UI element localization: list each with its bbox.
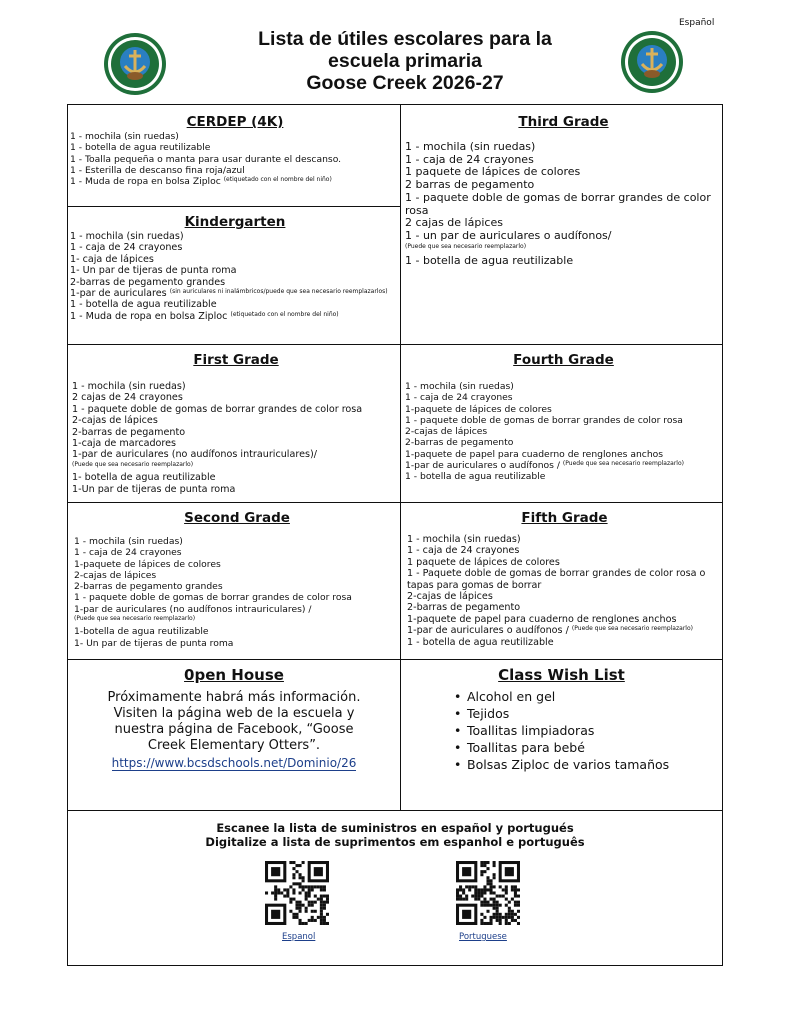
list-item <box>70 254 400 265</box>
list-item <box>407 591 722 602</box>
list-item-text: 1 - mochila (sin ruedas) <box>72 381 186 392</box>
supply-list <box>405 381 722 483</box>
list-item-text: 1 - mochila (sin ruedas) <box>407 534 521 545</box>
list-item <box>401 722 722 739</box>
list-item <box>407 614 722 625</box>
section-third-grade <box>400 105 722 344</box>
spanish-link[interactable]: Espanol <box>282 932 316 942</box>
list-item <box>74 592 400 603</box>
list-item-text: 1 - Toalla pequeña o manta para usar durante el descanso. <box>70 153 342 165</box>
supply-list <box>72 381 400 495</box>
list-item <box>74 581 400 592</box>
list-item-text: 1 - caja de 24 crayones <box>70 242 183 254</box>
section-heading: Fifth Grade <box>521 510 608 526</box>
page-title <box>170 28 640 94</box>
list-item-note: (sin auriculares ni inalámbricos/puede que sea necesario reemplazarlos) <box>169 288 388 296</box>
list-item-text: 1-paquete de lápices de colores <box>74 558 221 570</box>
list-item-text: Toallitas limpiadoras <box>467 723 595 738</box>
qr-code-icon <box>456 861 520 925</box>
list-item-text: 1 - paquete doble de gomas de borrar grandes de color rosa <box>72 403 363 415</box>
list-item-text: 1 - caja de 24 crayones <box>407 545 520 557</box>
list-item-text: 2 cajas de 24 crayones <box>72 392 183 404</box>
list-item-text: Bolsas Ziploc de varios tamaños <box>467 757 670 772</box>
list-item-text: Toallitas para bebé <box>467 740 585 755</box>
section-fifth-grade <box>400 502 722 659</box>
wish-list <box>401 688 722 773</box>
list-item <box>405 415 722 426</box>
list-item <box>407 625 722 636</box>
list-item-text: 1-par de auriculares (no audífonos intrauriculares)/ <box>72 449 317 461</box>
list-item-text: 1 - mochila (sin ruedas) <box>405 140 536 153</box>
list-item <box>74 559 400 570</box>
list-item <box>405 404 722 415</box>
section-kindergarten <box>68 206 400 344</box>
list-item <box>70 131 400 142</box>
list-item-text: 1 - caja de 24 crayones <box>74 547 182 559</box>
list-item-text: 1 - botella de agua reutilizable <box>70 299 217 311</box>
list-item <box>72 392 400 403</box>
list-item-text: 2-barras de pegamento <box>72 426 186 438</box>
list-item <box>70 154 400 165</box>
list-item <box>407 534 722 545</box>
list-item-text: 1- Un par de tijeras de punta roma <box>74 637 234 649</box>
supply-list <box>70 131 400 187</box>
list-item-text: 1-par de auriculares o audífonos / <box>407 625 569 637</box>
list-item-text: 1 - Esterilla de descanso fina roja/azul <box>70 164 245 176</box>
list-item-note: (Puede que sea necesario reemplazarlo) <box>72 460 194 468</box>
list-item-text: 1 paquete de lápices de colores <box>405 165 581 179</box>
list-item-text: 1 - mochila (sin ruedas) <box>70 231 184 242</box>
qr-code-portuguese[interactable] <box>456 861 520 925</box>
section-cerdep <box>68 105 400 206</box>
scan-instructions <box>68 821 722 849</box>
list-item <box>407 568 722 591</box>
list-item <box>405 449 722 460</box>
section-open-house <box>68 659 400 810</box>
list-item <box>407 545 722 556</box>
section-heading: First Grade <box>193 352 279 368</box>
bullet-icon: • <box>454 723 462 738</box>
list-item-text: Tejidos <box>467 706 510 721</box>
list-item-text: 1 - paquete doble de gomas de borrar grandes de color rosa <box>74 592 352 604</box>
list-item <box>72 438 400 449</box>
list-item-text: 2 cajas de lápices <box>405 216 503 230</box>
section-fourth-grade <box>400 344 722 502</box>
list-item-text: 2-barras de pegamento <box>407 602 521 614</box>
list-item-text: 1 - mochila (sin ruedas) <box>70 131 179 142</box>
list-item-note: (Puede que sea necesario reemplazarlo) <box>74 615 196 623</box>
language-label: Español <box>679 18 715 28</box>
portuguese-link[interactable]: Portuguese <box>459 932 507 942</box>
section-heading: Class Wish List <box>498 666 625 684</box>
section-scan <box>68 810 722 965</box>
list-item-text: 1 - paquete doble de gomas de borrar grandes de color rosa <box>405 414 683 426</box>
list-item <box>74 638 400 649</box>
list-item-text: 1 - botella de agua reutilizable <box>407 636 554 648</box>
section-first-grade <box>68 344 400 502</box>
list-item-text: 1 - paquete doble de gomas de borrar grandes de color rosa <box>405 190 715 217</box>
school-website-link-text[interactable]: https://www.bcsdschools.net/Dominio/26 <box>111 756 357 770</box>
list-item <box>70 142 400 153</box>
title-line: Lista de útiles escolares para la <box>258 28 552 50</box>
list-item <box>70 231 400 242</box>
list-item <box>401 739 722 756</box>
list-item <box>401 756 722 773</box>
list-item <box>74 547 400 558</box>
list-item-text: 1 - Muda de ropa en bolsa Ziploc <box>70 310 228 322</box>
open-house-text: Próximamente habrá más información. Visiten la página web de la escuela y nuestra página de Facebook, “Goose Creek Elementary Otters”. <box>107 690 361 753</box>
list-item-text: 1-paquete de lápices de colores <box>405 403 552 415</box>
list-item-text: 2-cajas de lápices <box>72 415 158 427</box>
list-item <box>407 637 722 648</box>
scan-line-portuguese: Digitalize a lista de suprimentos em espanhol e português <box>205 835 585 849</box>
list-item-text: 1-caja de marcadores <box>72 438 177 450</box>
list-item <box>70 311 400 322</box>
list-item-text: 1-par de auriculares (no audífonos intrauriculares) / <box>74 603 312 615</box>
section-class-wish-list <box>400 659 722 810</box>
list-item <box>70 277 400 288</box>
list-item <box>405 192 722 217</box>
list-item-text: 1- botella de agua reutilizable <box>72 472 216 484</box>
list-item-text: 2-barras de pegamento grandes <box>70 276 226 288</box>
list-item-text: 1 - caja de 24 crayones <box>405 392 513 404</box>
list-item-text: 1-paquete de papel para cuaderno de renglones anchos <box>407 613 677 625</box>
section-heading: CERDEP (4K) <box>186 114 284 130</box>
school-logo-left <box>103 32 167 96</box>
title-line: escuela primaria <box>328 50 482 72</box>
list-item-text: Alcohol en gel <box>467 689 556 704</box>
list-item <box>70 242 400 253</box>
list-item-text: 1- Un par de tijeras de punta roma <box>70 265 237 277</box>
list-item <box>405 460 722 471</box>
list-item <box>74 626 400 637</box>
list-item <box>72 404 400 415</box>
section-heading: Fourth Grade <box>513 352 614 368</box>
list-item-note: (etiquetado con el nombre del niño) <box>230 310 339 318</box>
list-item-text: 1 - caja de 24 crayones <box>405 152 534 166</box>
list-item <box>405 392 722 403</box>
qr-code-icon <box>265 861 329 925</box>
bullet-icon: • <box>454 740 462 755</box>
list-item-text: 2-barras de pegamento <box>405 437 514 449</box>
section-heading: Kindergarten <box>184 214 286 230</box>
list-item <box>407 602 722 613</box>
section-heading: Second Grade <box>184 510 290 526</box>
supply-list <box>70 231 400 322</box>
list-item-text: 1-par de auriculares <box>70 288 167 300</box>
supply-grid <box>67 104 723 966</box>
list-item-text: 1 - Paquete doble de gomas de borrar grandes de color rosa o tapas para gomas de borrar <box>407 568 709 591</box>
list-item <box>405 471 722 482</box>
list-item-text: 1 - botella de agua reutilizable <box>70 142 211 154</box>
list-item-text: 1- caja de lápices <box>70 253 154 265</box>
list-item-text: 1 - mochila (sin ruedas) <box>405 381 514 392</box>
list-item <box>407 557 722 568</box>
bullet-icon: • <box>454 757 462 772</box>
list-item-text: 2 barras de pegamento <box>405 178 535 192</box>
list-item <box>70 299 400 310</box>
list-item-text: 1 - un par de auriculares o audífonos/ <box>405 228 612 242</box>
list-item-note: (Puede que sea necesario reemplazarlo) <box>562 460 684 468</box>
list-item-text: 1-par de auriculares o audífonos / <box>405 460 560 472</box>
list-item <box>405 426 722 437</box>
school-website-link[interactable] <box>68 756 400 770</box>
list-item-text: 1-paquete de papel para cuaderno de renglones anchos <box>405 448 664 460</box>
list-item-text: 2-cajas de lápices <box>405 426 488 438</box>
list-item <box>405 230 722 255</box>
list-item-note: (Puede que sea necesario reemplazarlo) <box>405 242 527 250</box>
qr-code-spanish[interactable] <box>265 861 329 925</box>
list-item <box>401 688 722 705</box>
supply-list <box>407 534 722 648</box>
list-item-note: (Puede que sea necesario reemplazarlo) <box>571 625 693 633</box>
bullet-icon: • <box>454 706 462 721</box>
list-item-text: 2-barras de pegamento grandes <box>74 581 223 593</box>
list-item-text: 1 - botella de agua reutilizable <box>405 254 574 268</box>
list-item <box>70 176 400 187</box>
list-item <box>72 472 400 483</box>
list-item <box>72 381 400 392</box>
scan-line-spanish: Escanee la lista de suministros en español y portugués <box>216 821 574 835</box>
list-item-text: 1 paquete de lápices de colores <box>407 556 560 568</box>
list-item-text: 1-botella de agua reutilizable <box>74 626 209 638</box>
list-item-text: 1 - botella de agua reutilizable <box>405 471 546 483</box>
list-item <box>401 705 722 722</box>
list-item <box>70 288 400 299</box>
list-item <box>405 255 722 268</box>
list-item <box>405 381 722 392</box>
list-item-text: 1 - mochila (sin ruedas) <box>74 536 183 547</box>
section-heading: Third Grade <box>518 114 609 130</box>
bullet-icon: • <box>454 689 462 704</box>
list-item-text: 2-cajas de lápices <box>407 591 493 603</box>
title-line: Goose Creek 2026-27 <box>306 72 504 94</box>
supply-list <box>74 536 400 649</box>
otter-anchor-logo-icon <box>103 32 167 96</box>
list-item <box>74 570 400 581</box>
list-item <box>72 484 400 495</box>
list-item <box>405 437 722 448</box>
supply-list <box>405 141 722 268</box>
list-item <box>72 427 400 438</box>
list-item <box>72 449 400 472</box>
list-item <box>74 604 400 627</box>
list-item-text: 1 - Muda de ropa en bolsa Ziploc <box>70 176 221 188</box>
section-heading: 0pen House <box>184 666 284 684</box>
list-item <box>74 536 400 547</box>
list-item-note: (etiquetado con el nombre del niño) <box>223 176 332 184</box>
list-item <box>70 165 400 176</box>
list-item-text: 1-Un par de tijeras de punta roma <box>72 483 236 495</box>
list-item <box>70 265 400 276</box>
list-item-text: 2-cajas de lápices <box>74 569 157 581</box>
list-item <box>72 415 400 426</box>
section-second-grade <box>68 502 400 659</box>
